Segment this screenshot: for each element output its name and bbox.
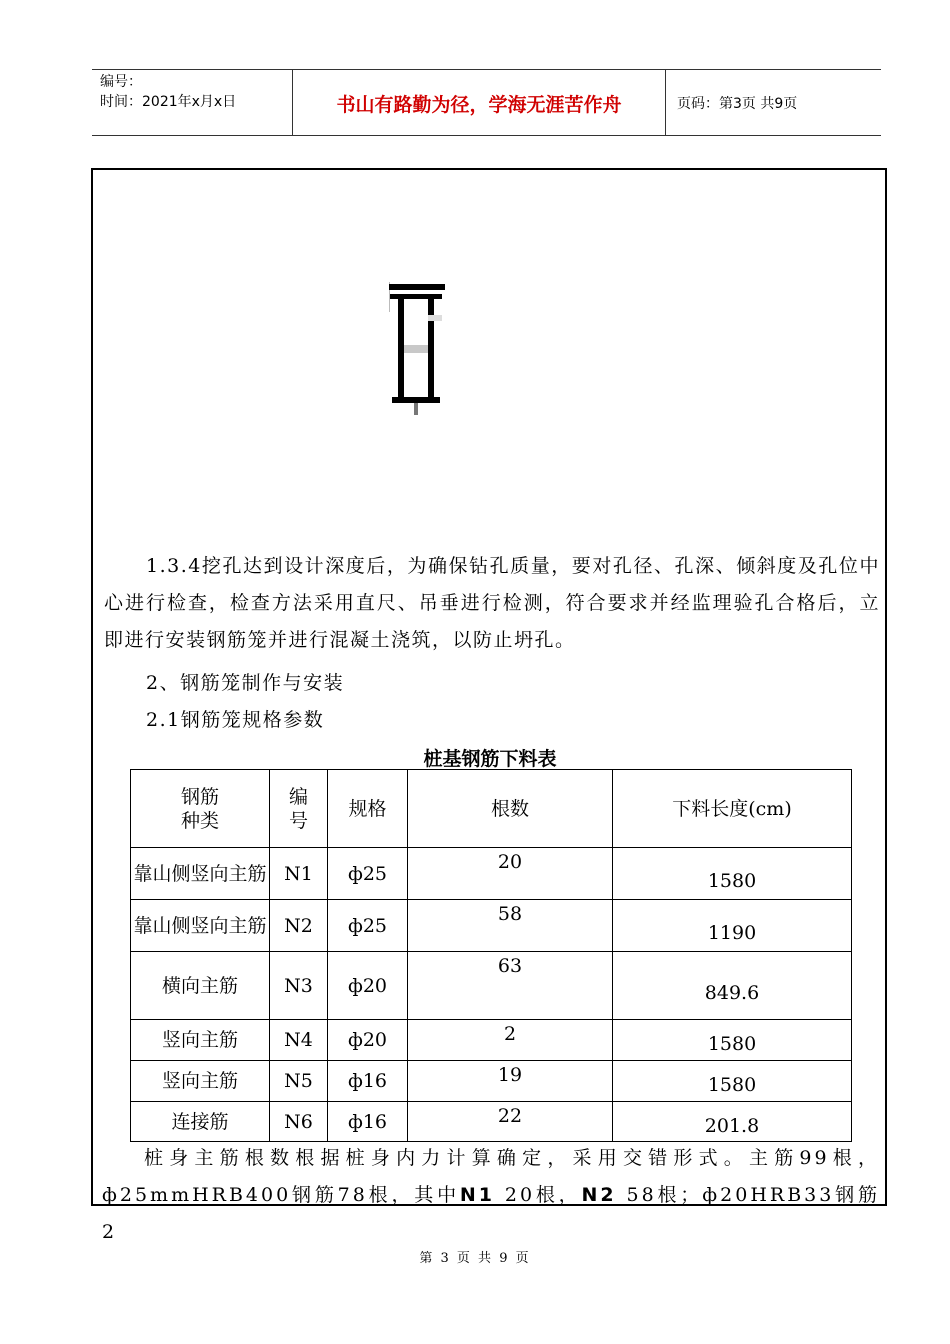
- cell-length: [613, 952, 852, 1020]
- cell-type: 连接筋: [131, 1102, 270, 1142]
- length-value: 1580: [707, 1074, 757, 1096]
- header-divider-2: [665, 69, 666, 136]
- time-label: 时间：2021年x月x日: [100, 94, 237, 110]
- cell-spec: ф25: [328, 848, 408, 900]
- cell-count: [408, 1020, 613, 1061]
- cell-spec: ф25: [328, 900, 408, 952]
- header-length: 下料长度(cm): [613, 770, 852, 848]
- cell-code: N2: [270, 900, 328, 952]
- cell-code: N6: [270, 1102, 328, 1142]
- cell-count: [408, 900, 613, 952]
- cell-length: [613, 1020, 852, 1061]
- length-value: 1190: [707, 921, 757, 944]
- rebar-table: [130, 769, 852, 1142]
- table-row: [131, 1061, 852, 1102]
- cell-spec: ф20: [328, 952, 408, 1020]
- cell-count: [408, 848, 613, 900]
- cell-code: N4: [270, 1020, 328, 1061]
- table-title: 桩基钢筋下料表: [423, 748, 557, 770]
- table-row: [131, 900, 852, 952]
- count-value: 2: [503, 1023, 517, 1045]
- number-label: 编号：: [100, 74, 142, 90]
- cell-length: [613, 1102, 852, 1142]
- length-value: 849.6: [704, 981, 760, 1004]
- cell-length: [613, 900, 852, 952]
- count-value: 20: [497, 851, 523, 873]
- cell-type: 竖向主筋: [131, 1061, 270, 1102]
- cell-length: [613, 1061, 852, 1102]
- header-top-rule: [92, 69, 881, 70]
- heading-2-1: 2.1钢筋笼规格参数: [146, 709, 325, 731]
- header-type: 钢筋 种类: [131, 770, 270, 848]
- header-count: 根数: [408, 770, 613, 848]
- header-code: 编 号: [270, 770, 328, 848]
- length-value: 201.8: [704, 1114, 760, 1137]
- count-value: 19: [497, 1064, 523, 1086]
- count-value: 58: [497, 903, 523, 925]
- para-text-b: 20根，: [495, 1184, 582, 1206]
- header-bottom-rule: [92, 135, 881, 136]
- para-text-c: 58根；ф20HRB33钢筋2: [102, 1184, 880, 1243]
- cell-spec: ф16: [328, 1102, 408, 1142]
- pile-figure: [384, 270, 448, 420]
- count-value: 63: [497, 955, 523, 977]
- cell-type: 竖向主筋: [131, 1020, 270, 1061]
- cell-spec: ф20: [328, 1020, 408, 1061]
- table-row: [131, 848, 852, 900]
- para-1-3-4: 1.3.4挖孔达到设计深度后，为确保钻孔质量，要对孔径、孔深、倾斜度及孔位中心进行检查，检查方法采用直尺、吊垂进行检测，符合要求并经监理验孔合格后，立即进行安装钢筋笼并进行混凝土浇筑，以防止坍孔。: [104, 555, 880, 651]
- para-main-rebar: [102, 1140, 880, 1251]
- header-motto: 书山有路勤为径，学海无涯苦作舟: [336, 94, 622, 116]
- table-row: [131, 952, 852, 1020]
- cell-type: 靠山侧竖向主筋: [131, 900, 270, 952]
- cell-count: [408, 1102, 613, 1142]
- length-value: 1580: [707, 869, 757, 892]
- cell-code: N1: [270, 848, 328, 900]
- cell-code: N3: [270, 952, 328, 1020]
- header-page-label: 页码：第3页 共9页: [677, 96, 798, 112]
- cell-count: [408, 1061, 613, 1102]
- length-value: 1580: [707, 1033, 757, 1055]
- cell-type: 横向主筋: [131, 952, 270, 1020]
- cell-length: [613, 848, 852, 900]
- count-value: 22: [497, 1105, 523, 1127]
- cell-spec: ф16: [328, 1061, 408, 1102]
- header-meta: [100, 72, 236, 112]
- page-footer: 第 3 页 共 9 页: [419, 1251, 531, 1266]
- header-spec: 规格: [328, 770, 408, 848]
- table-header-row: [131, 770, 852, 848]
- cell-code: N5: [270, 1061, 328, 1102]
- table-row: [131, 1020, 852, 1061]
- para-text-a: 桩身主筋根数根据桩身内力计算确定，采用交错形式。主筋99根，ф25mmHRB400钢筋78根，其中: [102, 1147, 880, 1206]
- table-row: [131, 1102, 852, 1142]
- label-n1: N1: [459, 1184, 496, 1206]
- cell-type: 靠山侧竖向主筋: [131, 848, 270, 900]
- label-n2: N2: [581, 1184, 617, 1206]
- heading-2: 2、钢筋笼制作与安装: [146, 672, 345, 694]
- cell-count: [408, 952, 613, 1020]
